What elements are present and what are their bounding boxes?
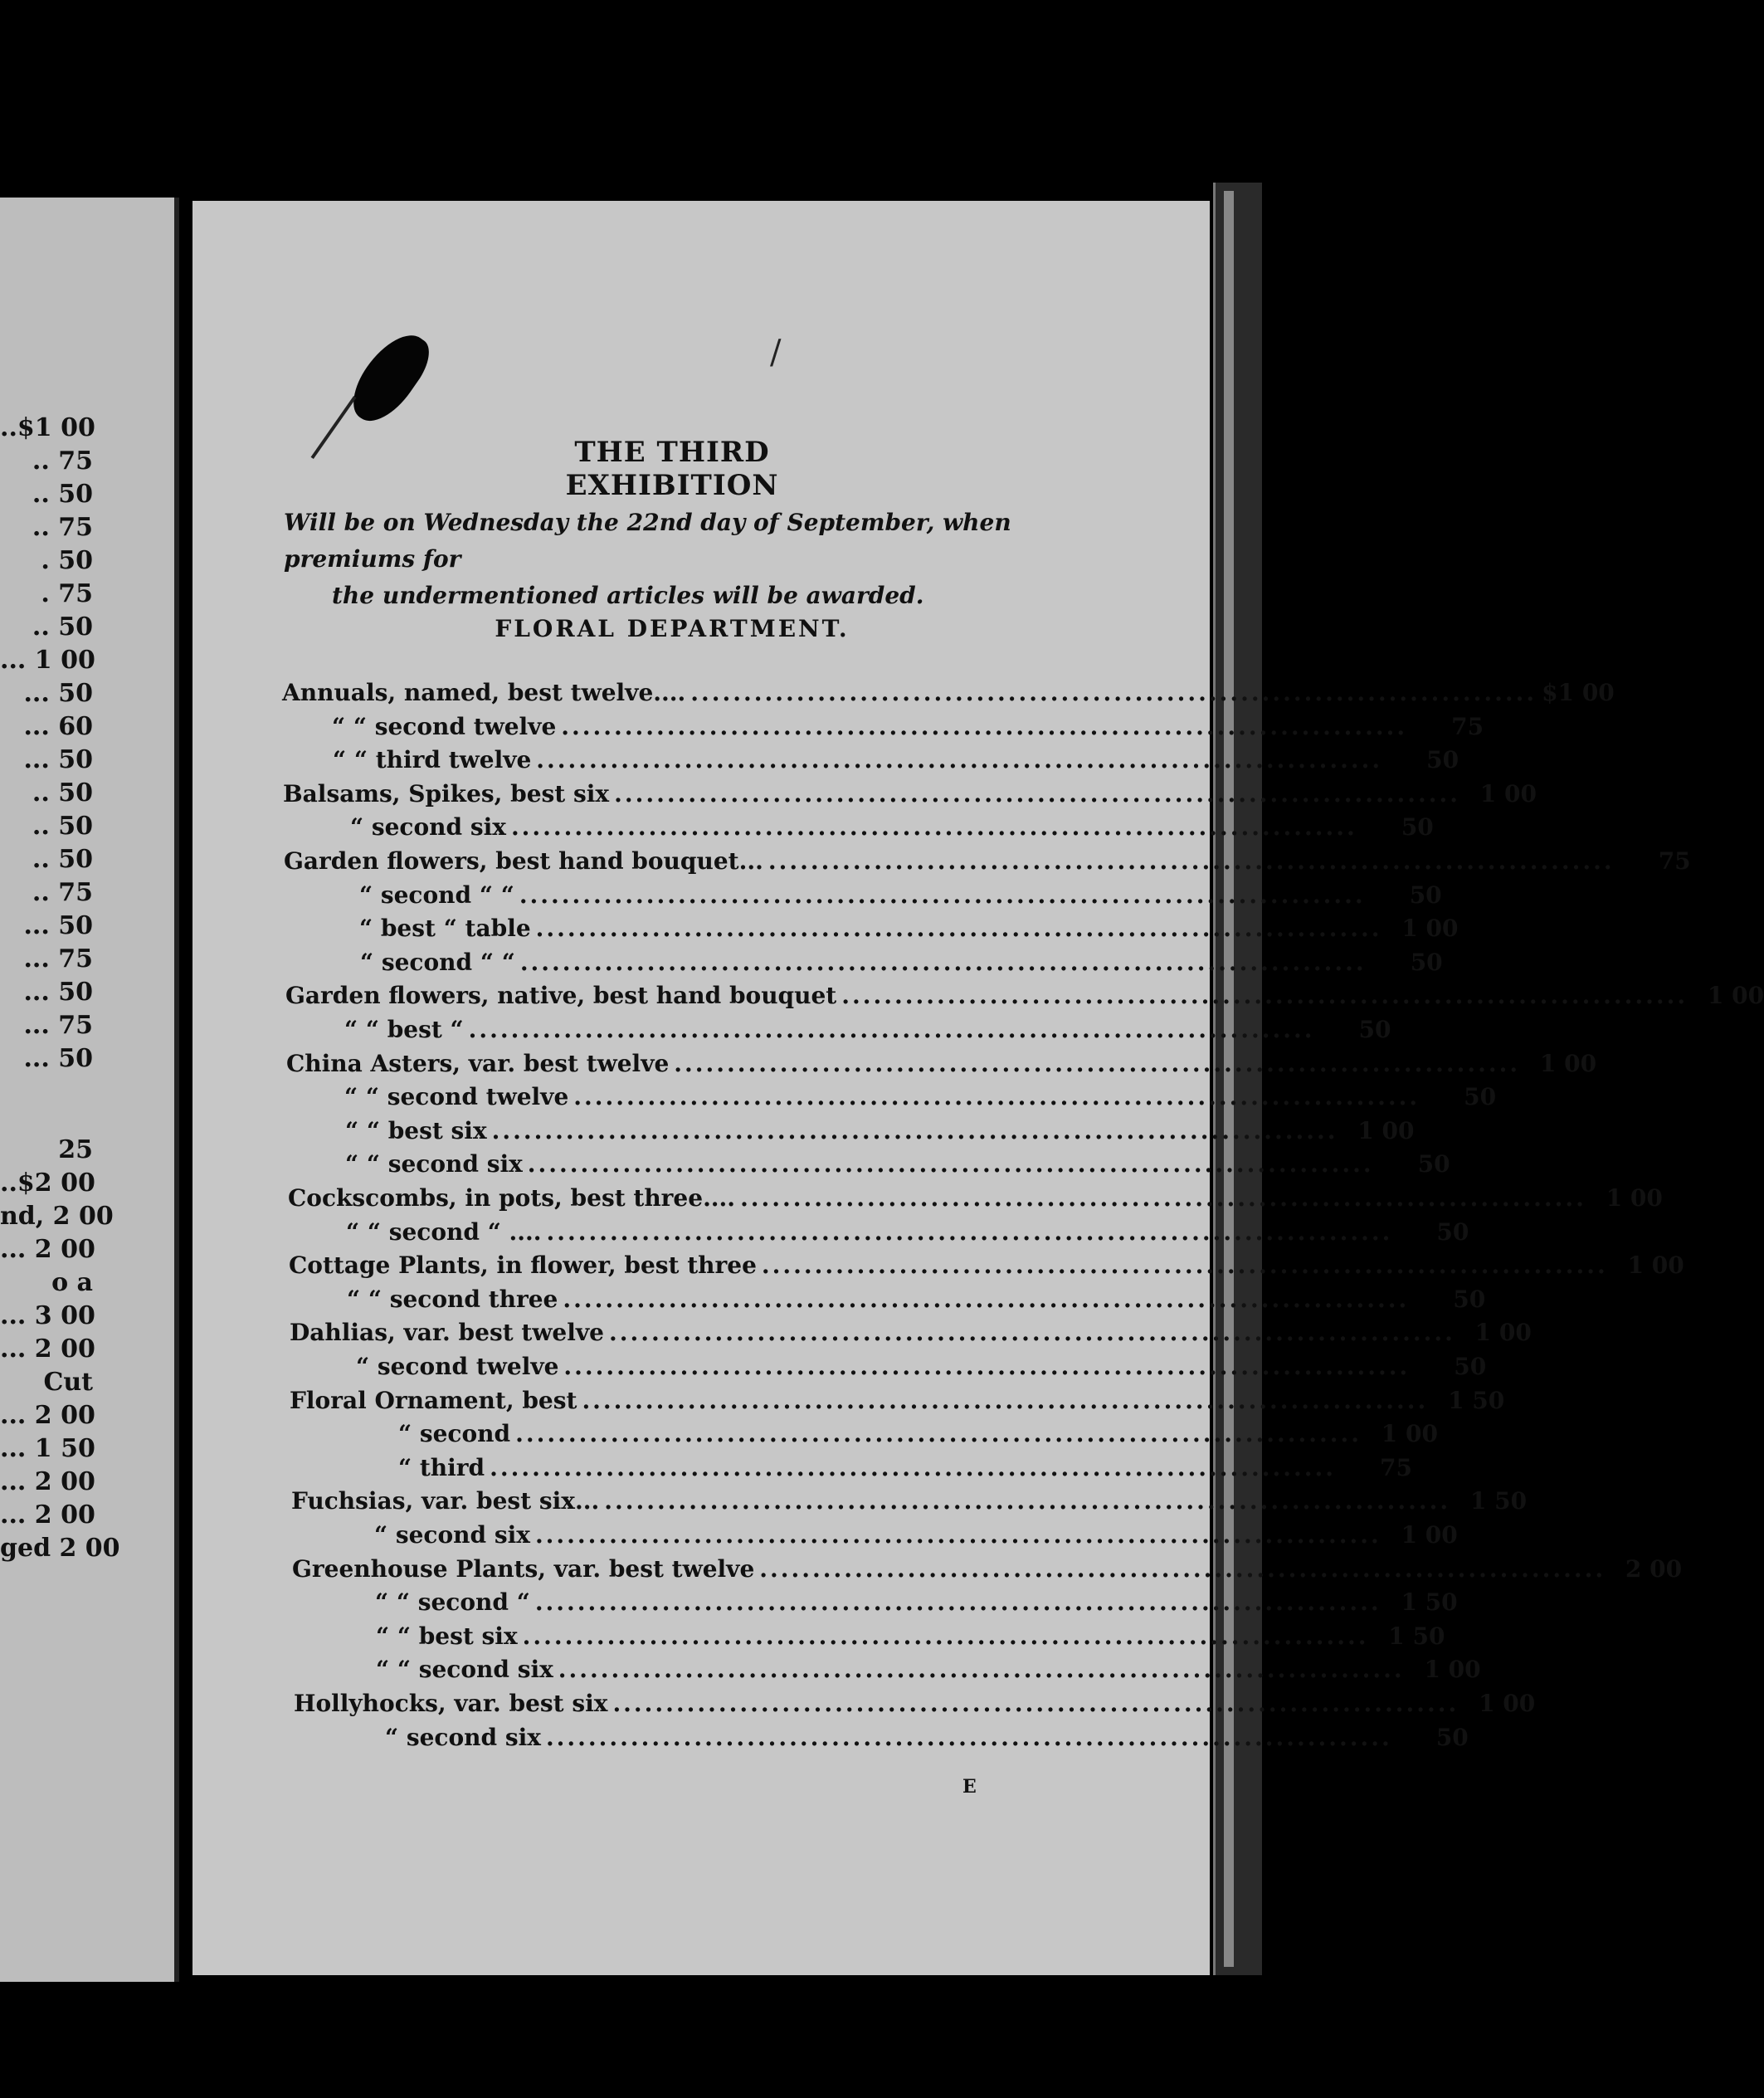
intro-paragraph [284,505,1080,614]
entry-label: “ “ second twelve [332,713,557,740]
entry-price: 50 [1417,1150,1450,1178]
entry-price: 50 [1358,1016,1391,1043]
premium-entry [376,1622,1445,1656]
left-page-line: Cut [43,1368,93,1397]
entry-label: Garden flowers, native, best hand bouquet [285,982,837,1009]
entry-price: 1 50 [1401,1588,1458,1616]
left-page-line: ... 2 00 [0,1334,95,1364]
entry-label: “ second “ “ [359,881,514,909]
leader-dots: ................................................................................ [510,813,1357,841]
premium-entry [344,1083,1497,1116]
left-page-line: ... 2 00 [0,1500,95,1530]
leader-dots: ................................................................................ [545,1724,1392,1751]
entry-price: 1 00 [1539,1050,1597,1077]
premium-entry [282,679,1615,712]
premium-entry [291,1487,1528,1520]
entry-price: 1 00 [1606,1184,1663,1212]
entry-label: “ “ second three [347,1286,558,1313]
entry-label: “ “ second “ .... [346,1218,542,1246]
leader-dots: ................................................................................ [535,915,1382,942]
premium-entry [347,1286,1486,1319]
entry-price: 2 00 [1625,1555,1683,1583]
entry-price: 50 [1410,949,1443,976]
premium-entry [292,1555,1683,1588]
leader-dots: ................................................................................ [573,1083,1420,1110]
premium-entry [374,1521,1458,1554]
leader-dots: ................................................................................ [614,780,1460,807]
leader-dots: ................................................................................ [759,1555,1606,1583]
entry-price: 1 00 [1381,1420,1438,1447]
left-page-line: ..$2 00 [0,1169,95,1198]
pencil-mark: / [770,334,782,372]
entry-label: China Asters, var. best twelve [286,1050,670,1077]
left-page-line: . 75 [41,579,93,608]
entry-price: 1 00 [1479,1690,1536,1717]
left-page-line: ... 2 00 [0,1235,95,1264]
entry-price: 1 00 [1401,1521,1458,1549]
entry-price: 50 [1409,881,1442,909]
signature-mark: E [962,1776,977,1798]
leader-dots: ................................................................................ [534,1521,1381,1549]
entry-label: “ “ second twelve [344,1083,569,1110]
entry-price: 1 00 [1357,1117,1415,1144]
entry-label: “ best “ table [359,915,531,942]
entry-label: “ second twelve [356,1353,559,1380]
premium-entry [385,1724,1469,1757]
left-page-line: .. 75 [32,878,93,907]
leader-dots: ................................................................................ [522,1622,1369,1650]
entry-price: $1 00 [1542,679,1615,706]
entry-label: “ “ second “ [375,1588,530,1616]
entry-price: 50 [1435,1724,1469,1751]
entry-label: “ second six [350,813,506,841]
entry-price: 1 50 [1469,1487,1528,1515]
left-page-line: o a [51,1268,93,1297]
left-page-line: ... 50 [23,911,93,940]
entry-price: 1 50 [1388,1622,1445,1650]
left-page-line: .. 75 [32,513,93,542]
entry-label: Dahlias, var. best twelve [290,1319,604,1346]
left-page-line: .. 50 [32,778,93,807]
left-page-line: ... 2 00 [0,1467,95,1496]
premium-entry [289,1251,1684,1285]
leader-dots: ................................................................................ [608,1319,1455,1346]
leader-dots: ................................................................................ [582,1387,1429,1414]
entry-price: 50 [1453,1286,1486,1313]
entry-label: “ “ best six [345,1117,487,1144]
entry-price: 75 [1380,1454,1412,1481]
premium-entry [356,1353,1487,1386]
leader-dots: ................................................................................ [490,1454,1336,1481]
left-page-line: ... 50 [23,1044,93,1073]
left-page-line: .. 50 [32,812,93,841]
entry-label: Garden flowers, best hand bouquet... [284,847,763,875]
premium-entry [284,847,1691,881]
left-page-line: ... 3 00 [0,1301,95,1330]
leader-dots: ................................................................................ [519,949,1367,976]
left-page-line: .. 50 [32,845,93,874]
entry-label: Hollyhocks, var. best six [294,1690,608,1717]
entry-label: “ “ third twelve [333,746,532,773]
entry-price: 50 [1401,813,1434,841]
entry-price: 1 00 [1474,1319,1532,1346]
left-page-line: ... 1 00 [0,646,95,675]
premium-entry [345,1150,1450,1183]
leader-dots: ................................................................................ [515,1420,1362,1447]
entry-label: Cockscombs, in pots, best three.... [288,1184,736,1212]
entry-price: 1 00 [1401,915,1459,942]
leader-dots: ................................................................................ [527,1150,1374,1178]
premium-entry [332,713,1484,746]
premium-entry [290,1319,1532,1352]
premium-entry [344,1016,1391,1049]
entry-price: 50 [1426,746,1459,773]
page-title: THE THIRD EXHIBITION [565,436,779,502]
left-page-line: ... 60 [23,712,93,741]
premium-entry [294,1690,1536,1723]
left-page-line: ... 75 [23,1011,93,1040]
entry-label: Greenhouse Plants, var. best twelve [292,1555,755,1583]
entry-label: “ second [398,1420,511,1447]
entry-label: “ third [398,1454,485,1481]
left-page-line: ..$1 00 [0,413,95,442]
entry-label: Cottage Plants, in flower, best three [289,1251,757,1279]
entry-label: “ second six [374,1521,530,1549]
left-page-line: ... 50 [23,745,93,774]
entry-price: 1 00 [1479,780,1537,807]
entry-label: “ “ second six [345,1150,523,1178]
left-page-line: ... 1 50 [0,1434,95,1463]
intro-line-1: Will be on Wednesday the 22nd day of September, when premiums for [284,509,1011,573]
left-page-line: ... 2 00 [0,1401,95,1430]
leader-dots: ................................................................................ [558,1656,1405,1683]
left-page-line: 25 [58,1135,93,1164]
premium-entry [359,915,1459,948]
entry-label: “ “ best six [376,1622,518,1650]
premium-entry [398,1420,1438,1453]
leader-dots: ................................................................................ [546,1218,1393,1246]
leader-dots: ................................................................................ [612,1690,1459,1717]
entry-label: Annuals, named, best twelve.... [282,679,686,706]
leader-dots: ................................................................................ [536,746,1383,773]
leader-dots: ................................................................................ [534,1588,1381,1616]
leader-dots: ................................................................................ [740,1184,1586,1212]
entry-price: 75 [1658,847,1691,875]
entry-label: “ “ best “ [344,1016,464,1043]
intro-line-2: the undermentioned articles will be awarded. [332,582,924,609]
leader-dots: ................................................................................ [519,881,1366,909]
left-page-line: .. 50 [32,480,93,509]
entry-price: 50 [1436,1218,1469,1246]
leader-dots: ................................................................................ [604,1487,1451,1515]
premium-entry [360,949,1443,982]
premium-entry [375,1588,1458,1622]
leader-dots: ................................................................................ [674,1050,1521,1077]
leader-dots: ................................................................................ [561,713,1408,740]
entry-label: Balsams, Spikes, best six [283,780,610,807]
leader-dots: ................................................................................ [767,847,1615,875]
premium-entry [359,881,1442,915]
entry-price: 50 [1464,1083,1497,1110]
premium-entry [376,1656,1481,1689]
leader-dots: ................................................................................ [690,679,1537,706]
left-page-line: .. 75 [32,446,93,476]
premium-entry [350,813,1434,847]
entry-price: 1 00 [1707,982,1764,1009]
premium-entry [290,1387,1505,1420]
leader-dots: ................................................................................ [563,1353,1411,1380]
premium-entry [288,1184,1663,1217]
entry-price: 1 00 [1424,1656,1481,1683]
leader-dots: ................................................................................ [761,1251,1608,1279]
entry-label: “ second “ “ [360,949,515,976]
entry-price: 75 [1451,713,1484,740]
premium-entry [345,1117,1415,1150]
entry-label: “ “ second six [376,1656,553,1683]
left-page-line: ... 75 [23,944,93,973]
department-heading: FLORAL DEPARTMENT. [495,615,850,642]
entry-label: Floral Ornament, best [290,1387,577,1414]
entry-price: 1 50 [1448,1387,1505,1414]
premium-entry [283,780,1537,813]
left-page-line: ... 50 [23,679,93,708]
leader-dots: ................................................................................ [841,982,1688,1009]
leader-dots: ................................................................................ [468,1016,1315,1043]
premium-entry [398,1454,1412,1487]
entry-label: “ second six [385,1724,541,1751]
left-page-line: ged 2 00 [0,1534,120,1563]
premium-entry [286,1050,1597,1083]
premium-entry [285,982,1764,1015]
left-page-line: . 50 [41,546,93,575]
left-page-line: nd, 2 00 [0,1202,114,1231]
premium-entry [333,746,1459,779]
entry-label: Fuchsias, var. best six... [291,1487,600,1515]
leader-dots: ................................................................................ [563,1286,1410,1313]
premium-entry [346,1218,1469,1251]
left-page [0,198,179,1982]
entry-price: 50 [1454,1353,1487,1380]
entry-price: 1 00 [1627,1251,1684,1279]
left-page-line: ... 50 [23,978,93,1007]
leader-dots: ................................................................................ [491,1117,1338,1144]
left-page-line: .. 50 [32,612,93,642]
